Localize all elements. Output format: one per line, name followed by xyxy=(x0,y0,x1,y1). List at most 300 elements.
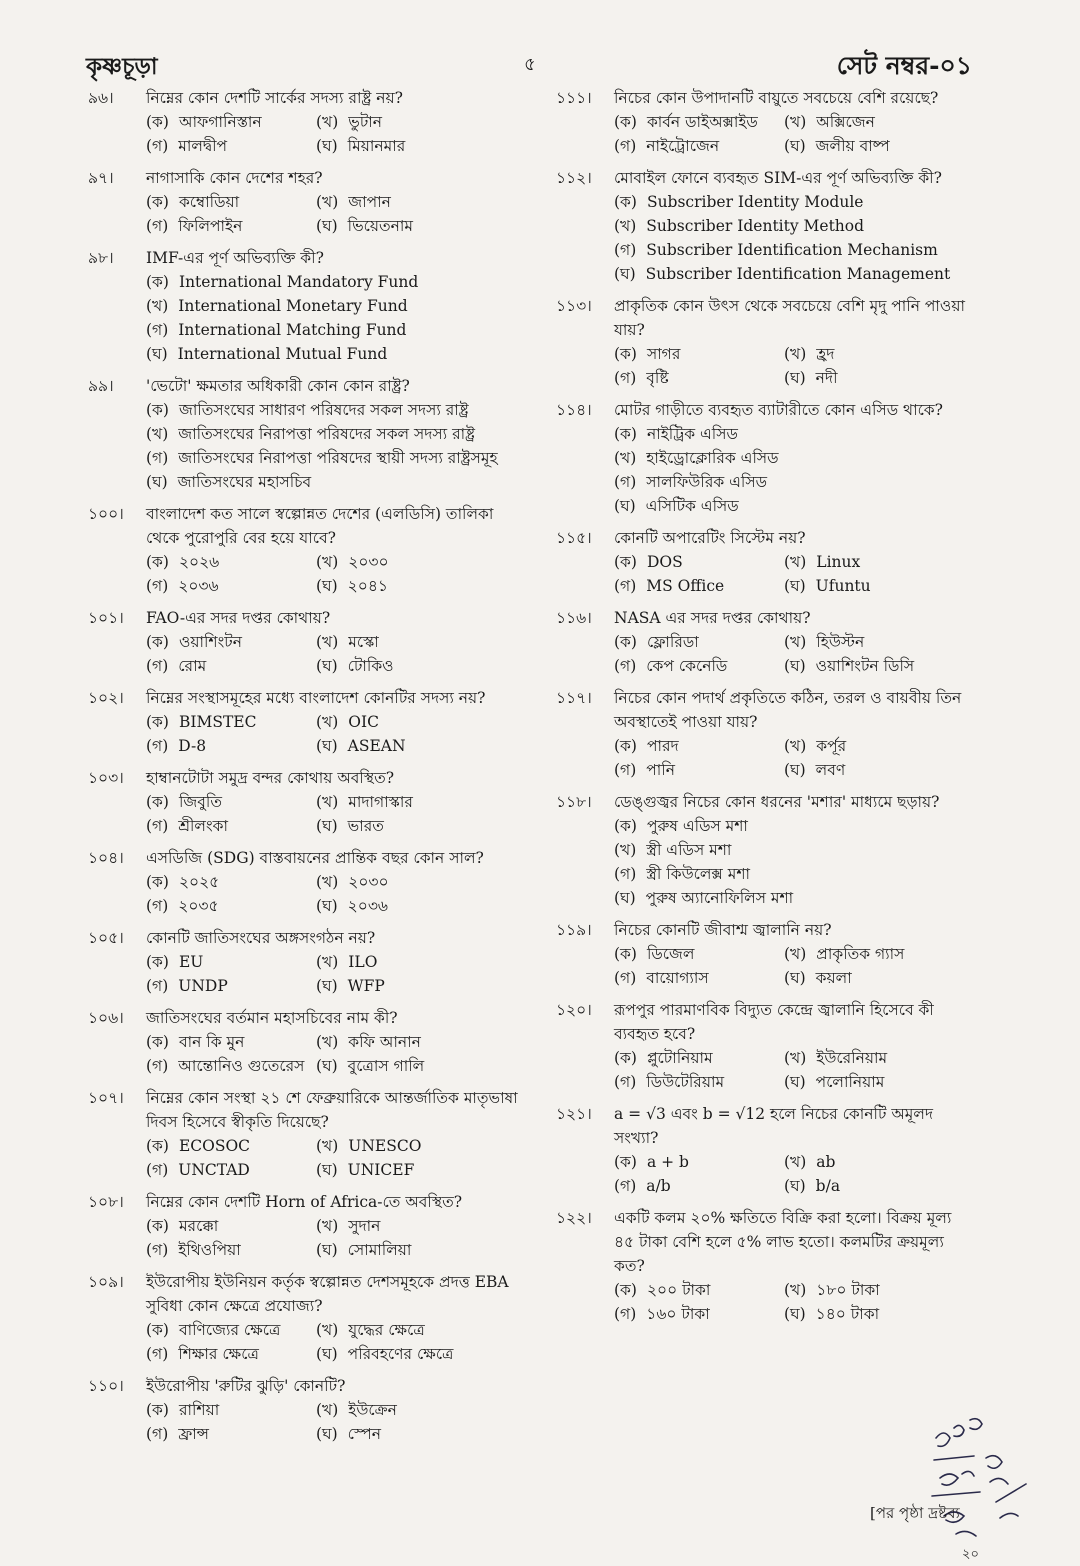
option-text: ১৮০ টাকা xyxy=(816,1281,880,1299)
answer-option xyxy=(614,470,976,494)
answer-option xyxy=(614,630,784,654)
question-text: FAO-এর সদর দপ্তর কোথায়? xyxy=(146,609,331,627)
option-text: ২০২৫ xyxy=(178,873,220,891)
option-text: যুদ্ধের ক্ষেত্রে xyxy=(348,1321,425,1339)
question-text: ডেঙ্গুজ্বর নিচের কোন ধরনের 'মশার' মাধ্যমে ছড়ায়? xyxy=(614,793,940,811)
option-text: বুত্রোস গালি xyxy=(347,1057,425,1075)
answer-option xyxy=(614,1070,784,1094)
question-text: নিচের কোন পদার্থ প্রকৃতিতে কঠিন, তরল ও বায়বীয় তিন অবস্থাতেই পাওয়া যায়? xyxy=(614,689,962,731)
answer-option xyxy=(146,318,518,342)
question-number: ৯৭। xyxy=(88,169,114,187)
question-number: ১০২। xyxy=(88,689,124,707)
answer-option xyxy=(614,966,784,990)
option-text: কার্বন ডাইঅক্সাইড xyxy=(646,113,758,131)
question-item xyxy=(88,686,518,758)
option-label: (খ) xyxy=(316,713,339,731)
option-text: লবণ xyxy=(815,761,846,779)
question-text: কোনটি জাতিসংঘের অঙ্গসংগঠন নয়? xyxy=(146,929,376,947)
option-label: (খ) xyxy=(784,1049,807,1067)
question-number: ১২২। xyxy=(556,1209,592,1227)
option-text: ১৬০ টাকা xyxy=(646,1305,710,1323)
answer-option xyxy=(614,1046,784,1070)
option-label: (গ) xyxy=(146,1345,169,1363)
question-item xyxy=(556,86,976,158)
answer-options xyxy=(614,1046,976,1094)
option-label: (ঘ) xyxy=(316,577,338,595)
option-label: (ক) xyxy=(614,1153,637,1171)
question-text: 'ভেটো' ক্ষমতার অধিকারী কোন কোন রাষ্ট্র? xyxy=(146,377,410,395)
option-text: জাতিসংঘের নিরাপত্তা পরিষদের সকল সদস্য রাষ্ট্র xyxy=(178,425,475,443)
option-label: (ক) xyxy=(146,553,169,571)
question-number: ১০০। xyxy=(88,505,124,523)
option-label: (গ) xyxy=(146,137,169,155)
option-label: (ক) xyxy=(146,1137,169,1155)
option-label: (ক) xyxy=(614,113,637,131)
option-text: ফিলিপাইন xyxy=(178,217,243,235)
question-text: মোটর গাড়ীতে ব্যবহৃত ব্যাটারীতে কোন এসিড থাকে? xyxy=(614,401,943,419)
answer-option xyxy=(146,1318,316,1342)
option-text: স্পেন xyxy=(347,1425,381,1443)
answer-option xyxy=(614,1150,784,1174)
answer-option xyxy=(316,1398,518,1422)
answer-option xyxy=(614,262,976,286)
option-text: ইথিওপিয়া xyxy=(178,1241,241,1259)
option-label: (ঘ) xyxy=(614,889,636,907)
answer-option xyxy=(316,1030,518,1054)
question-number: ১০৮। xyxy=(88,1193,124,1211)
option-label: (ক) xyxy=(146,873,169,891)
answer-option xyxy=(316,190,518,214)
option-text: পরিবহণের ক্ষেত্রে xyxy=(347,1345,454,1363)
option-text: হ্রদ xyxy=(816,345,835,363)
answer-option xyxy=(146,190,316,214)
option-label: (ক) xyxy=(146,1401,169,1419)
question-text: NASA এর সদর দপ্তর কোথায়? xyxy=(614,609,811,627)
answer-option xyxy=(614,238,976,262)
answer-option xyxy=(146,734,316,758)
option-label: (ক) xyxy=(614,345,637,363)
option-text: International Monetary Fund xyxy=(178,297,408,315)
option-text: ২০৩০ xyxy=(348,873,389,891)
option-label: (খ) xyxy=(146,297,169,315)
option-label: (গ) xyxy=(146,1161,169,1179)
answer-option xyxy=(614,1174,784,1198)
option-text: ইউরেনিয়াম xyxy=(816,1049,888,1067)
answer-options xyxy=(614,734,976,782)
option-label: (ঘ) xyxy=(784,761,806,779)
option-text: সালফিউরিক এসিড xyxy=(646,473,767,491)
answer-options xyxy=(614,814,976,910)
question-number: ১১০। xyxy=(88,1377,124,1395)
option-text: মরক্কো xyxy=(178,1217,219,1235)
question-number: ১১৫। xyxy=(556,529,592,547)
option-label: (ঘ) xyxy=(316,657,338,675)
option-label: (ক) xyxy=(614,945,637,963)
answer-option xyxy=(614,734,784,758)
answer-option xyxy=(784,630,976,654)
option-label: (খ) xyxy=(316,113,339,131)
option-label: (ঘ) xyxy=(316,1241,338,1259)
answer-option xyxy=(316,734,518,758)
answer-option xyxy=(316,550,518,574)
answer-options xyxy=(146,710,518,758)
answer-option xyxy=(146,894,316,918)
question-item xyxy=(556,526,976,598)
option-text: মস্কো xyxy=(348,633,379,651)
question-item xyxy=(556,1102,976,1198)
option-text: UNCTAD xyxy=(178,1161,250,1179)
option-label: (খ) xyxy=(614,841,637,859)
question-text: নিচের কোনটি জীবাশ্ম জ্বালানি নয়? xyxy=(614,921,832,939)
answer-option xyxy=(784,1070,976,1094)
answer-option xyxy=(146,398,518,422)
option-label: (গ) xyxy=(146,577,169,595)
answer-options xyxy=(614,942,976,990)
option-label: (খ) xyxy=(316,953,339,971)
question-item xyxy=(556,398,976,518)
option-text: সোমালিয়া xyxy=(347,1241,412,1259)
option-label: (ক) xyxy=(146,793,169,811)
question-text: নিম্নের কোন দেশটি Horn of Africa-তে অবস্থিত? xyxy=(146,1193,463,1211)
question-number: ১১৮। xyxy=(556,793,592,811)
option-text: বান কি মুন xyxy=(178,1033,245,1051)
answer-option xyxy=(614,654,784,678)
answer-options xyxy=(614,630,976,678)
question-text: জাতিসংঘের বর্তমান মহাসচিবের নাম কী? xyxy=(146,1009,398,1027)
question-text: একটি কলম ২০% ক্ষতিতে বিক্রি করা হলো। বিক্রয় মূল্য ৪৫ টাকা বেশি হলে ৫% লাভ হতো। কলমটির ক্রয়মূল্য কত? xyxy=(614,1209,952,1275)
question-number: ১১৬। xyxy=(556,609,592,627)
answer-option xyxy=(146,342,518,366)
option-text: নদী xyxy=(815,369,838,387)
question-text: ইউরোপীয় 'রুটির ঝুড়ি' কোনটি? xyxy=(146,1377,346,1395)
option-label: (খ) xyxy=(146,425,169,443)
option-text: এসিটিক এসিড xyxy=(645,497,739,515)
option-text: ওয়াশিংটন xyxy=(178,633,242,651)
option-label: (ক) xyxy=(146,273,169,291)
answer-option xyxy=(146,790,316,814)
question-number: ১০৭। xyxy=(88,1089,124,1107)
answer-option xyxy=(784,734,976,758)
answer-options xyxy=(614,342,976,390)
question-item xyxy=(556,918,976,990)
question-text: নিম্নের সংস্থাসমূহের মধ্যে বাংলাদেশ কোনটির সদস্য নয়? xyxy=(146,689,486,707)
question-item xyxy=(88,1006,518,1078)
answer-option xyxy=(146,974,316,998)
answer-option xyxy=(784,654,976,678)
option-label: (ক) xyxy=(146,1033,169,1051)
answer-option xyxy=(146,654,316,678)
option-label: (ঘ) xyxy=(784,1177,806,1195)
answer-option xyxy=(146,446,518,470)
option-text: প্রাকৃতিক গ্যাস xyxy=(816,945,905,963)
option-text: ২০৩৬ xyxy=(347,897,388,915)
option-text: Subscriber Identification Management xyxy=(645,265,951,283)
option-text: নাইট্রোজেন xyxy=(646,137,720,155)
option-text: ভারত xyxy=(347,817,384,835)
option-text: ২০৩৫ xyxy=(178,897,219,915)
option-label: (ক) xyxy=(614,553,637,571)
answer-option xyxy=(316,134,518,158)
answer-option xyxy=(316,654,518,678)
answer-option xyxy=(316,1238,518,1262)
option-text: ডিজেল xyxy=(646,945,695,963)
answer-option xyxy=(316,1214,518,1238)
option-label: (খ) xyxy=(784,737,807,755)
question-item xyxy=(556,606,976,678)
question-item xyxy=(88,846,518,918)
answer-options xyxy=(146,1398,518,1446)
option-label: (ক) xyxy=(614,1049,637,1067)
question-text: বাংলাদেশ কত সালে স্বল্পোন্নত দেশের (এলডিসি) তালিকা থেকে পুরোপুরি বের হয়ে যাবে? xyxy=(146,505,494,547)
footer-page-number: ২০ xyxy=(962,1547,979,1562)
question-item xyxy=(556,998,976,1094)
answer-option xyxy=(316,974,518,998)
option-text: ভুটান xyxy=(348,113,383,131)
answer-option xyxy=(614,814,976,838)
option-label: (খ) xyxy=(316,793,339,811)
question-text: হাম্বানটোটা সমুদ্র বন্দর কোথায় অবস্থিত? xyxy=(146,769,395,787)
option-label: (ঘ) xyxy=(316,137,338,155)
question-number: ১২১। xyxy=(556,1105,592,1123)
option-text: ১৪০ টাকা xyxy=(815,1305,880,1323)
option-text: প্লুটোনিয়াম xyxy=(646,1049,713,1067)
option-label: (গ) xyxy=(614,969,637,987)
option-label: (ঘ) xyxy=(784,1305,806,1323)
option-label: (গ) xyxy=(614,1177,637,1195)
option-text: UNICEF xyxy=(347,1161,415,1179)
question-item xyxy=(88,246,518,366)
option-text: পানি xyxy=(646,761,675,779)
question-number: ১১৪। xyxy=(556,401,592,419)
option-text: Subscriber Identity Module xyxy=(646,193,864,211)
answer-option xyxy=(146,1398,316,1422)
option-label: (ঘ) xyxy=(784,969,806,987)
option-text: BIMSTEC xyxy=(178,713,257,731)
answer-options xyxy=(146,110,518,158)
question-number: ১১২। xyxy=(556,169,592,187)
option-text: পারদ xyxy=(646,737,679,755)
question-item xyxy=(88,374,518,494)
option-label: (গ) xyxy=(146,1425,169,1443)
option-text: কর্পূর xyxy=(816,737,847,755)
answer-option xyxy=(146,710,316,734)
answer-option xyxy=(146,870,316,894)
option-text: জাতিসংঘের সাধারণ পরিষদের সকল সদস্য রাষ্ট্র xyxy=(178,401,469,419)
answer-option xyxy=(146,294,518,318)
question-number: ১১৯। xyxy=(556,921,592,939)
answer-options xyxy=(146,550,518,598)
answer-options xyxy=(146,270,518,366)
option-text: ফ্রান্স xyxy=(178,1425,209,1443)
answer-option xyxy=(784,758,976,782)
question-text: নিম্নের কোন দেশটি সার্কের সদস্য রাষ্ট্র নয়? xyxy=(146,89,403,107)
option-text: EU xyxy=(178,953,204,971)
option-text: রাশিয়া xyxy=(178,1401,220,1419)
option-label: (ক) xyxy=(614,737,637,755)
option-label: (খ) xyxy=(316,1321,339,1339)
answer-option xyxy=(614,494,976,518)
question-number: ৯৯। xyxy=(88,377,114,395)
option-label: (ঘ) xyxy=(316,897,338,915)
option-label: (গ) xyxy=(146,217,169,235)
option-label: (গ) xyxy=(146,977,169,995)
answer-options xyxy=(146,1214,518,1262)
answer-option xyxy=(146,470,518,494)
question-text: মোবাইল ফোনে ব্যবহৃত SIM-এর পূর্ণ অভিব্যক্তি কী? xyxy=(614,169,942,187)
option-label: (ঘ) xyxy=(784,137,806,155)
answer-option xyxy=(614,838,976,862)
question-item xyxy=(88,166,518,238)
page-header xyxy=(86,44,972,84)
option-label: (ঘ) xyxy=(784,369,806,387)
answer-option xyxy=(316,1134,518,1158)
option-label: (ঘ) xyxy=(316,737,338,755)
answer-options xyxy=(146,790,518,838)
option-text: বাণিজ্যের ক্ষেত্রে xyxy=(178,1321,281,1339)
option-text: জিবুতি xyxy=(178,793,222,811)
answer-option xyxy=(316,814,518,838)
question-text: ইউরোপীয় ইউনিয়ন কর্তৃক স্বল্পোন্নত দেশসমূহকে প্রদত্ত EBA সুবিধা কোন ক্ষেত্রে প্রযোজ্য? xyxy=(146,1273,509,1315)
option-label: (ক) xyxy=(146,713,169,731)
option-label: (ঘ) xyxy=(316,1345,338,1363)
answer-option xyxy=(614,574,784,598)
option-text: ২০২৬ xyxy=(178,553,220,571)
answer-option xyxy=(316,950,518,974)
option-label: (গ) xyxy=(614,473,637,491)
answer-option xyxy=(146,214,316,238)
answer-option xyxy=(614,214,976,238)
option-text: ভিয়েতনাম xyxy=(347,217,413,235)
answer-option xyxy=(784,550,976,574)
answer-option xyxy=(146,1158,316,1182)
option-text: Subscriber Identification Mechanism xyxy=(646,241,938,259)
answer-option xyxy=(784,1150,976,1174)
option-label: (ক) xyxy=(614,193,637,211)
option-text: Ufuntu xyxy=(815,577,871,595)
answer-options xyxy=(146,190,518,238)
question-item xyxy=(88,86,518,158)
option-label: (খ) xyxy=(784,553,807,571)
question-item xyxy=(88,1086,518,1182)
answer-option xyxy=(784,942,976,966)
option-label: (ঘ) xyxy=(784,1073,806,1091)
option-label: (ক) xyxy=(146,401,169,419)
question-number: ১১১। xyxy=(556,89,592,107)
option-text: পলোনিয়াম xyxy=(815,1073,885,1091)
option-label: (খ) xyxy=(316,193,339,211)
option-text: স্ত্রী কিউলেক্স মশা xyxy=(646,865,751,883)
option-label: (ঘ) xyxy=(146,345,168,363)
answer-options xyxy=(146,1030,518,1078)
option-text: জাপান xyxy=(348,193,391,211)
answer-options xyxy=(614,1150,976,1198)
option-label: (গ) xyxy=(146,817,169,835)
answer-option xyxy=(316,1318,518,1342)
option-text: মাদাগাস্কার xyxy=(348,793,413,811)
left-question-column xyxy=(88,86,518,1454)
option-label: (গ) xyxy=(146,737,169,755)
option-text: MS Office xyxy=(646,577,725,595)
option-label: (ক) xyxy=(146,1321,169,1339)
answer-option xyxy=(614,342,784,366)
answer-option xyxy=(146,1342,316,1366)
question-text: এসডিজি (SDG) বাস্তবায়নের প্রান্তিক বছর কোন সাল? xyxy=(146,849,484,867)
answer-option xyxy=(316,1422,518,1446)
option-text: কফি আনান xyxy=(348,1033,421,1051)
option-text: মালদ্বীপ xyxy=(178,137,228,155)
answer-option xyxy=(316,870,518,894)
option-text: ২০৩০ xyxy=(348,553,389,571)
option-label: (গ) xyxy=(614,657,637,675)
option-label: (খ) xyxy=(784,345,807,363)
option-text: International Mandatory Fund xyxy=(178,273,419,291)
option-label: (গ) xyxy=(146,449,169,467)
answer-option xyxy=(316,894,518,918)
option-label: (ক) xyxy=(146,113,169,131)
option-text: DOS xyxy=(646,553,683,571)
answer-options xyxy=(146,630,518,678)
question-number: ১০৪। xyxy=(88,849,124,867)
option-text: UNESCO xyxy=(348,1137,422,1155)
option-label: (ক) xyxy=(614,817,637,835)
option-label: (গ) xyxy=(146,1241,169,1259)
answer-option xyxy=(614,862,976,886)
option-text: ইউক্রেন xyxy=(348,1401,397,1419)
answer-option xyxy=(614,1278,784,1302)
answer-options xyxy=(146,870,518,918)
option-label: (খ) xyxy=(316,1217,339,1235)
answer-options xyxy=(614,422,976,518)
option-text: হিউস্টন xyxy=(816,633,865,651)
answer-option xyxy=(614,422,976,446)
option-label: (খ) xyxy=(784,113,807,131)
option-label: (খ) xyxy=(784,945,807,963)
answer-option xyxy=(146,1214,316,1238)
option-text: ASEAN xyxy=(347,737,406,755)
option-label: (গ) xyxy=(146,897,169,915)
option-text: নাইট্রিক এসিড xyxy=(646,425,738,443)
question-number: ১০১। xyxy=(88,609,124,627)
answer-option xyxy=(146,550,316,574)
option-label: (গ) xyxy=(614,1073,637,1091)
question-item xyxy=(556,166,976,286)
question-item xyxy=(88,926,518,998)
answer-option xyxy=(784,1302,976,1326)
option-text: ২০৩৬ xyxy=(178,577,219,595)
option-label: (গ) xyxy=(614,865,637,883)
question-text: নিম্নের কোন সংস্থা ২১ শে ফেব্রুয়ারিকে আন্তর্জাতিক মাতৃভাষা দিবস হিসেবে স্বীকৃতি দিয়েছে? xyxy=(146,1089,518,1131)
option-text: WFP xyxy=(347,977,385,995)
option-text: স্ত্রী এডিস মশা xyxy=(646,841,732,859)
option-label: (গ) xyxy=(614,1305,637,1323)
question-item xyxy=(556,686,976,782)
option-label: (গ) xyxy=(146,321,169,339)
header-brand: কৃষ্ণচূড়া xyxy=(86,53,158,80)
option-text: সুদান xyxy=(348,1217,381,1235)
option-label: (গ) xyxy=(614,241,637,259)
answer-option xyxy=(146,574,316,598)
answer-option xyxy=(784,1046,976,1070)
answer-option xyxy=(784,134,976,158)
header-set-number: সেট নম্বর-০১ xyxy=(836,51,972,80)
answer-option xyxy=(146,630,316,654)
answer-option xyxy=(146,950,316,974)
question-text: রূপপুর পারমাণবিক বিদ্যুত কেন্দ্রে জ্বালানি হিসেবে কী ব্যবহৃত হবে? xyxy=(614,1001,934,1043)
option-label: (গ) xyxy=(146,1057,169,1075)
question-item xyxy=(88,502,518,598)
option-label: (গ) xyxy=(614,577,637,595)
option-text: আফগানিস্তান xyxy=(178,113,262,131)
